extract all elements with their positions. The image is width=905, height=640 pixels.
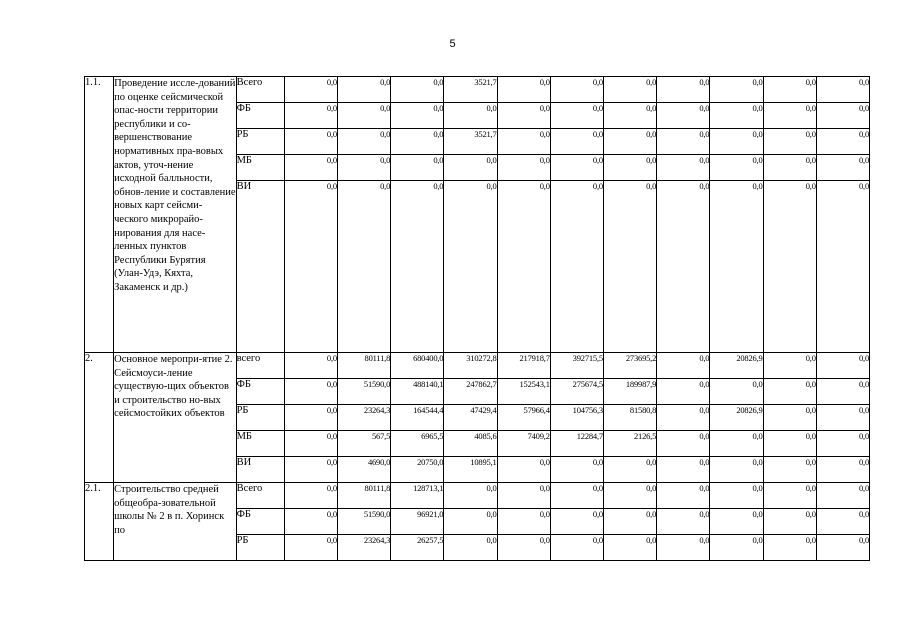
row-name: Основное меропри-ятие 2. Сейсмоуси-ление существую-щих объектов и строительство но-вых сейсмостойких объектов — [114, 353, 236, 483]
value-cell: 0,0 — [603, 77, 656, 103]
value-cell: 0,0 — [603, 509, 656, 535]
value-cell: 0,0 — [550, 457, 603, 483]
value-cell: 3521,7 — [444, 129, 497, 155]
value-cell: 0,0 — [337, 129, 390, 155]
value-cell: 0,0 — [550, 129, 603, 155]
value-cell: 0,0 — [657, 129, 710, 155]
value-cell: 0,0 — [657, 535, 710, 561]
value-cell: 0,0 — [816, 103, 869, 129]
value-cell: 0,0 — [550, 77, 603, 103]
value-cell: 0,0 — [444, 509, 497, 535]
value-cell: 20826,9 — [710, 353, 763, 379]
value-cell: 0,0 — [337, 103, 390, 129]
value-cell: 0,0 — [284, 103, 337, 129]
value-cell: 51590,0 — [337, 509, 390, 535]
value-cell: 152543,1 — [497, 379, 550, 405]
table-row — [85, 483, 870, 509]
value-cell: 0,0 — [337, 155, 390, 181]
value-cell: 0,0 — [284, 353, 337, 379]
value-cell: 310272,8 — [444, 353, 497, 379]
value-cell: 0,0 — [763, 405, 816, 431]
value-cell: 0,0 — [816, 181, 869, 353]
value-cell: 0,0 — [284, 509, 337, 535]
value-cell: 0,0 — [816, 155, 869, 181]
value-cell: 0,0 — [284, 181, 337, 353]
value-cell: 0,0 — [497, 457, 550, 483]
value-cell: 0,0 — [550, 155, 603, 181]
value-cell: 0,0 — [816, 431, 869, 457]
value-cell: 0,0 — [497, 181, 550, 353]
funding-source: МБ — [236, 431, 284, 457]
value-cell: 0,0 — [391, 103, 444, 129]
value-cell: 0,0 — [763, 353, 816, 379]
value-cell: 0,0 — [816, 457, 869, 483]
value-cell: 0,0 — [603, 483, 656, 509]
value-cell: 0,0 — [284, 129, 337, 155]
value-cell: 0,0 — [603, 103, 656, 129]
value-cell: 0,0 — [710, 483, 763, 509]
value-cell: 0,0 — [710, 129, 763, 155]
value-cell: 80111,8 — [337, 353, 390, 379]
value-cell: 0,0 — [444, 483, 497, 509]
value-cell: 6965,5 — [391, 431, 444, 457]
funding-source: МБ — [236, 155, 284, 181]
value-cell: 488140,1 — [391, 379, 444, 405]
value-cell: 51590,0 — [337, 379, 390, 405]
value-cell: 0,0 — [444, 155, 497, 181]
value-cell: 0,0 — [497, 129, 550, 155]
funding-source: Всего — [236, 77, 284, 103]
value-cell: 0,0 — [763, 77, 816, 103]
funding-source: ФБ — [236, 103, 284, 129]
funding-source: ВИ — [236, 181, 284, 353]
value-cell: 47429,4 — [444, 405, 497, 431]
value-cell: 2126,5 — [603, 431, 656, 457]
value-cell: 0,0 — [816, 483, 869, 509]
value-cell: 0,0 — [603, 457, 656, 483]
value-cell: 0,0 — [763, 181, 816, 353]
value-cell: 0,0 — [657, 103, 710, 129]
value-cell: 0,0 — [497, 155, 550, 181]
value-cell: 0,0 — [816, 129, 869, 155]
value-cell: 0,0 — [391, 155, 444, 181]
value-cell: 0,0 — [816, 353, 869, 379]
value-cell: 57966,4 — [497, 405, 550, 431]
value-cell: 0,0 — [816, 379, 869, 405]
value-cell: 128713,1 — [391, 483, 444, 509]
table-body — [85, 77, 870, 561]
value-cell: 0,0 — [710, 379, 763, 405]
value-cell: 0,0 — [710, 509, 763, 535]
value-cell: 0,0 — [710, 431, 763, 457]
value-cell: 26257,5 — [391, 535, 444, 561]
value-cell: 567,5 — [337, 431, 390, 457]
value-cell: 0,0 — [284, 77, 337, 103]
table-row — [85, 353, 870, 379]
value-cell: 0,0 — [816, 405, 869, 431]
value-cell: 0,0 — [284, 155, 337, 181]
value-cell: 0,0 — [284, 431, 337, 457]
row-code: 1.1. — [85, 77, 114, 353]
value-cell: 0,0 — [444, 535, 497, 561]
value-cell: 392715,5 — [550, 353, 603, 379]
value-cell: 4085,6 — [444, 431, 497, 457]
value-cell: 0,0 — [550, 181, 603, 353]
value-cell: 0,0 — [657, 405, 710, 431]
value-cell: 23264,3 — [337, 535, 390, 561]
funding-source: Всего — [236, 483, 284, 509]
page-number: 5 — [449, 38, 456, 50]
funding-source: ФБ — [236, 509, 284, 535]
value-cell: 0,0 — [816, 535, 869, 561]
value-cell: 0,0 — [550, 103, 603, 129]
funding-source: ВИ — [236, 457, 284, 483]
value-cell: 0,0 — [497, 509, 550, 535]
value-cell: 0,0 — [763, 129, 816, 155]
value-cell: 0,0 — [603, 155, 656, 181]
value-cell: 0,0 — [763, 457, 816, 483]
row-name: Строительство средней общеобра-зовательной школы № 2 в п. Хоринск по — [114, 483, 236, 561]
value-cell: 0,0 — [763, 483, 816, 509]
value-cell: 0,0 — [763, 379, 816, 405]
value-cell: 0,0 — [710, 457, 763, 483]
value-cell: 0,0 — [284, 483, 337, 509]
value-cell: 0,0 — [391, 129, 444, 155]
value-cell: 80111,8 — [337, 483, 390, 509]
row-name: Проведение иссле-дований по оценке сейсмической опас-ности территории республики и со-вершенствование нормативных пра-вовых актов, уточ-нение исходной балльности, обнов-ление и составление новых карт сейсми-ческого микрорайо-нирования для насе-ленных пунктов Республики Бурятия (Улан-Удэ, Кяхта, Закаменск и др.) — [114, 77, 236, 353]
value-cell: 0,0 — [497, 103, 550, 129]
value-cell: 7409,2 — [497, 431, 550, 457]
value-cell: 0,0 — [603, 129, 656, 155]
value-cell: 0,0 — [657, 353, 710, 379]
funding-source: ФБ — [236, 379, 284, 405]
value-cell: 0,0 — [550, 483, 603, 509]
value-cell: 0,0 — [763, 103, 816, 129]
value-cell: 0,0 — [497, 483, 550, 509]
value-cell: 0,0 — [284, 405, 337, 431]
value-cell: 0,0 — [444, 181, 497, 353]
value-cell: 0,0 — [657, 457, 710, 483]
funding-source: РБ — [236, 535, 284, 561]
value-cell: 3521,7 — [444, 77, 497, 103]
value-cell: 0,0 — [710, 77, 763, 103]
value-cell: 4690,0 — [337, 457, 390, 483]
value-cell: 0,0 — [497, 535, 550, 561]
value-cell: 23264,3 — [337, 405, 390, 431]
value-cell: 0,0 — [763, 509, 816, 535]
value-cell: 0,0 — [816, 77, 869, 103]
value-cell: 0,0 — [603, 181, 656, 353]
value-cell: 0,0 — [816, 509, 869, 535]
value-cell: 247862,7 — [444, 379, 497, 405]
value-cell: 0,0 — [763, 155, 816, 181]
value-cell: 189987,9 — [603, 379, 656, 405]
value-cell: 12284,7 — [550, 431, 603, 457]
value-cell: 0,0 — [763, 535, 816, 561]
value-cell: 0,0 — [657, 77, 710, 103]
value-cell: 0,0 — [657, 431, 710, 457]
value-cell: 0,0 — [497, 77, 550, 103]
value-cell: 0,0 — [657, 181, 710, 353]
value-cell: 0,0 — [391, 181, 444, 353]
value-cell: 20826,9 — [710, 405, 763, 431]
value-cell: 0,0 — [710, 535, 763, 561]
value-cell: 273695,2 — [603, 353, 656, 379]
value-cell: 0,0 — [444, 103, 497, 129]
table-row — [85, 77, 870, 103]
value-cell: 0,0 — [603, 535, 656, 561]
value-cell: 0,0 — [657, 483, 710, 509]
value-cell: 164544,4 — [391, 405, 444, 431]
value-cell: 0,0 — [657, 509, 710, 535]
value-cell: 104756,3 — [550, 405, 603, 431]
funding-source: РБ — [236, 405, 284, 431]
value-cell: 0,0 — [657, 155, 710, 181]
value-cell: 0,0 — [337, 181, 390, 353]
value-cell: 0,0 — [710, 103, 763, 129]
value-cell: 217918,7 — [497, 353, 550, 379]
value-cell: 0,0 — [550, 509, 603, 535]
value-cell: 0,0 — [391, 77, 444, 103]
value-cell: 96921,0 — [391, 509, 444, 535]
value-cell: 0,0 — [550, 535, 603, 561]
value-cell: 0,0 — [710, 155, 763, 181]
value-cell: 0,0 — [284, 535, 337, 561]
funding-source: всего — [236, 353, 284, 379]
value-cell: 0,0 — [337, 77, 390, 103]
value-cell: 0,0 — [763, 431, 816, 457]
budget-table — [84, 76, 870, 561]
value-cell: 10895,1 — [444, 457, 497, 483]
value-cell: 0,0 — [284, 379, 337, 405]
row-code: 2. — [85, 353, 114, 483]
value-cell: 680400,0 — [391, 353, 444, 379]
value-cell: 0,0 — [657, 379, 710, 405]
value-cell: 0,0 — [710, 181, 763, 353]
value-cell: 0,0 — [284, 457, 337, 483]
value-cell: 20750,0 — [391, 457, 444, 483]
value-cell: 81580,8 — [603, 405, 656, 431]
funding-source: РБ — [236, 129, 284, 155]
row-code: 2.1. — [85, 483, 114, 561]
value-cell: 275674,5 — [550, 379, 603, 405]
